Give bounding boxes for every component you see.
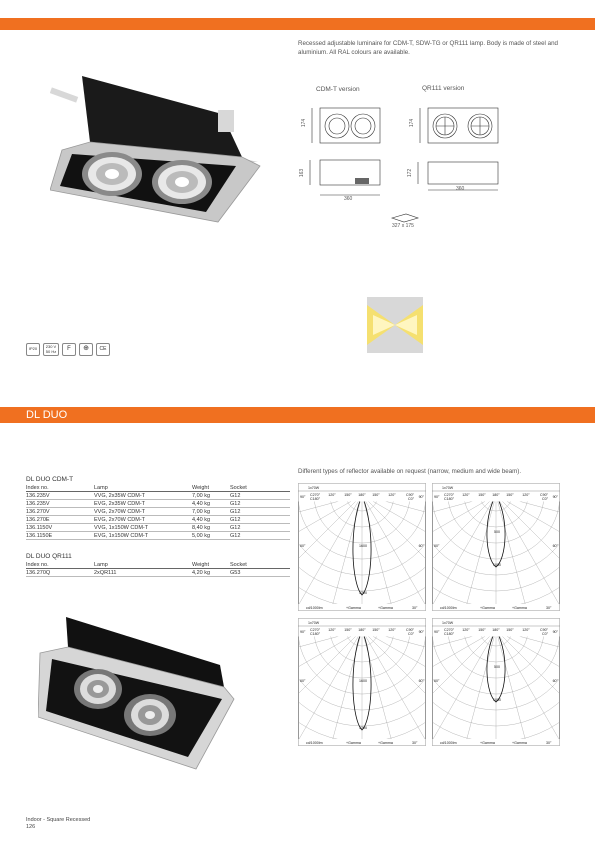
- polar-c-label: C270°: [310, 493, 321, 497]
- polar-lamp-label: 1x70W: [442, 621, 454, 625]
- polar-axis-label: +Gamma: [480, 606, 495, 610]
- polar-axis-label: +Gamma: [480, 741, 495, 745]
- polar-angle-label: 60°: [300, 679, 306, 683]
- polar-angle-label: 150°: [372, 493, 380, 497]
- polar-angle-label: 30°: [546, 606, 552, 610]
- polar-axis-label: +Gamma: [346, 606, 361, 610]
- polar-ring-value: 3200: [359, 726, 367, 730]
- dim-length-qr111: 360: [456, 186, 465, 192]
- col-socket: Socket: [230, 561, 290, 569]
- polar-c-label: C270°: [444, 628, 455, 632]
- ce-mark-icon: CE: [96, 343, 110, 356]
- polar-angle-label: 90°: [434, 495, 440, 499]
- cell: 7,00 kg: [192, 492, 230, 500]
- col-lamp: Lamp: [94, 484, 192, 492]
- col-socket: Socket: [230, 484, 290, 492]
- qr111-version-label: QR111 version: [422, 85, 465, 92]
- cell: VVG, 1x150W CDM-T: [94, 524, 192, 532]
- polar-c-label: C180°: [444, 632, 455, 636]
- polar-c-label: C0°: [407, 632, 414, 636]
- polar-angle-label: 150°: [344, 493, 352, 497]
- polar-angle-label: 30°: [412, 606, 418, 610]
- cell: 4,40 kg: [192, 516, 230, 524]
- polar-angle-label: 180°: [358, 628, 366, 632]
- cell: G12: [230, 532, 290, 540]
- cell: 136.270E: [26, 516, 94, 524]
- polar-unit-label: cd/1000lm: [306, 606, 323, 610]
- table-row: [26, 524, 290, 532]
- col-weight: Weight: [192, 561, 230, 569]
- polar-unit-label: cd/1000lm: [440, 741, 457, 745]
- polar-angle-label: 30°: [412, 741, 418, 745]
- polar-angle-label: 120°: [388, 628, 396, 632]
- polar-c-label: C180°: [310, 632, 321, 636]
- polar-axis-label: +Gamma: [512, 741, 527, 745]
- polar-angle-label: 30°: [546, 741, 552, 745]
- col-lamp: Lamp: [94, 561, 192, 569]
- polar-c-label: C90°: [539, 628, 548, 632]
- product-photo-top: [50, 62, 270, 227]
- polar-angle-label: 90°: [300, 495, 306, 499]
- cell: 136.235V: [26, 500, 94, 508]
- polar-ring-value: 1600: [359, 679, 367, 683]
- polar-diagram: [432, 483, 560, 611]
- cell: 8,40 kg: [192, 524, 230, 532]
- polar-angle-label: 150°: [506, 628, 514, 632]
- polar-angle-label: 120°: [462, 493, 470, 497]
- safety-class-icon: ⊕: [79, 343, 93, 356]
- polar-ring-value: 500: [494, 665, 500, 669]
- polar-c-label: C90°: [405, 628, 414, 632]
- polar-angle-label: 60°: [300, 544, 306, 548]
- polar-angle-label: 150°: [372, 628, 380, 632]
- cell: G12: [230, 500, 290, 508]
- table-row: [26, 500, 290, 508]
- dim-width-cdmt: 174: [301, 118, 308, 128]
- polar-axis-label: +Gamma: [378, 741, 393, 745]
- polar-angle-label: 150°: [344, 628, 352, 632]
- ip20-badge: IP20: [26, 343, 40, 356]
- polar-angle-label: 120°: [388, 493, 396, 497]
- cell: VVG, 2x35W CDM-T: [94, 492, 192, 500]
- polar-c-label: C180°: [310, 497, 321, 501]
- cell: 2xQR111: [94, 569, 192, 577]
- polar-angle-label: 60°: [434, 679, 440, 683]
- polar-angle-label: 90°: [552, 495, 558, 499]
- polar-c-label: C180°: [444, 497, 455, 501]
- cell: EVG, 1x150W CDM-T: [94, 532, 192, 540]
- cell: 136.235V: [26, 492, 94, 500]
- polar-angle-label: 90°: [418, 495, 424, 499]
- polar-angle-label: 60°: [418, 679, 424, 683]
- product-title: DL DUO: [26, 409, 68, 421]
- cell: 136.1150V: [26, 524, 94, 532]
- cell: EVG, 2x70W CDM-T: [94, 516, 192, 524]
- polar-c-label: C270°: [310, 628, 321, 632]
- polar-angle-label: 150°: [478, 628, 486, 632]
- polar-c-label: C0°: [541, 632, 548, 636]
- cell: G12: [230, 508, 290, 516]
- cell: EVG, 2x35W CDM-T: [94, 500, 192, 508]
- dim-height-cdmt: 163: [299, 168, 306, 178]
- polar-ring-value: 1600: [359, 544, 367, 548]
- cell: G12: [230, 492, 290, 500]
- polar-ring-value: 500: [494, 530, 500, 534]
- qr111-table: [26, 561, 290, 577]
- polar-angle-label: 180°: [492, 493, 500, 497]
- polar-c-label: C90°: [539, 493, 548, 497]
- light-beam-image: [367, 297, 423, 353]
- voltage-badge: 230 V 50 Hz: [43, 343, 59, 356]
- polar-angle-label: 120°: [462, 628, 470, 632]
- polar-ring-value: 1000: [493, 698, 501, 702]
- cell: 7,00 kg: [192, 508, 230, 516]
- col-index: Index no.: [26, 484, 94, 492]
- polar-angle-label: 120°: [522, 493, 530, 497]
- cell: 136.270V: [26, 508, 94, 516]
- f-mark-icon: F: [62, 343, 76, 356]
- cell: G53: [230, 569, 290, 577]
- cell: G12: [230, 524, 290, 532]
- polar-angle-label: 60°: [418, 544, 424, 548]
- polar-angle-label: 60°: [552, 679, 558, 683]
- polar-angle-label: 180°: [492, 628, 500, 632]
- polar-diagram: [298, 618, 426, 746]
- polar-angle-label: 120°: [328, 493, 336, 497]
- col-index: Index no.: [26, 561, 94, 569]
- cell: 4,20 kg: [192, 569, 230, 577]
- cell: 136.1150E: [26, 532, 94, 540]
- col-weight: Weight: [192, 484, 230, 492]
- page-number: 126: [26, 823, 36, 830]
- dim-width-qr111: 174: [409, 118, 416, 128]
- polar-unit-label: cd/1000lm: [306, 741, 323, 745]
- polar-c-label: C0°: [407, 497, 414, 501]
- polar-lamp-label: 1x70W: [308, 486, 320, 490]
- footer-category: Indoor - Square Recessed: [26, 817, 91, 823]
- table-row: [26, 516, 290, 524]
- table-row: [26, 532, 290, 540]
- polar-c-label: C90°: [405, 493, 414, 497]
- polar-lamp-label: 1x70W: [442, 486, 454, 490]
- polar-diagram: [298, 483, 426, 611]
- polar-ring-value: 3200: [359, 591, 367, 595]
- cdmt-table: [26, 484, 290, 540]
- table-row: [26, 508, 290, 516]
- polar-angle-label: 60°: [552, 544, 558, 548]
- polar-angle-label: 150°: [478, 493, 486, 497]
- cdmt-version-label: CDM-T version: [316, 86, 360, 93]
- polar-angle-label: 150°: [506, 493, 514, 497]
- polar-axis-label: +Gamma: [512, 606, 527, 610]
- polar-ring-value: 1000: [493, 563, 501, 567]
- qr111-table-title: DL DUO QR111: [26, 553, 72, 560]
- cell: VVG, 2x70W CDM-T: [94, 508, 192, 516]
- table-row: [26, 492, 290, 500]
- polar-diagram: [432, 618, 560, 746]
- table-row: [26, 569, 290, 577]
- cell: G12: [230, 516, 290, 524]
- polar-angle-label: 90°: [418, 630, 424, 634]
- reflector-note: Different types of reflector available on request (narrow, medium and wide beam).: [298, 468, 522, 475]
- polar-angle-label: 120°: [328, 628, 336, 632]
- polar-angle-label: 120°: [522, 628, 530, 632]
- cdmt-table-title: DL DUO CDM-T: [26, 476, 74, 483]
- polar-lamp-label: 1x70W: [308, 621, 320, 625]
- cell: 4,40 kg: [192, 500, 230, 508]
- polar-c-label: C0°: [541, 497, 548, 501]
- polar-angle-label: 90°: [300, 630, 306, 634]
- top-accent-bar: [0, 18, 595, 30]
- dim-length-cdmt: 360: [344, 196, 353, 202]
- polar-angle-label: 90°: [552, 630, 558, 634]
- product-description: Recessed adjustable luminaire for CDM-T, SDW-TG or QR111 lamp. Body is made of steel and aluminium. All RAL colours are available.: [298, 40, 558, 56]
- cell: 136.270Q: [26, 569, 94, 577]
- cell: 5,00 kg: [192, 532, 230, 540]
- dim-height-qr111: 172: [407, 168, 414, 178]
- polar-angle-label: 60°: [434, 544, 440, 548]
- polar-axis-label: +Gamma: [378, 606, 393, 610]
- product-photo-bottom: [38, 607, 238, 777]
- page-footer: [26, 817, 90, 830]
- product-band: [0, 407, 595, 423]
- polar-unit-label: cd/1000lm: [440, 606, 457, 610]
- polar-angle-label: 90°: [434, 630, 440, 634]
- polar-angle-label: 180°: [358, 493, 366, 497]
- polar-axis-label: +Gamma: [346, 741, 361, 745]
- dim-cutout: 327 x 175: [392, 223, 414, 229]
- polar-c-label: C270°: [444, 493, 455, 497]
- technical-drawings: [300, 100, 500, 240]
